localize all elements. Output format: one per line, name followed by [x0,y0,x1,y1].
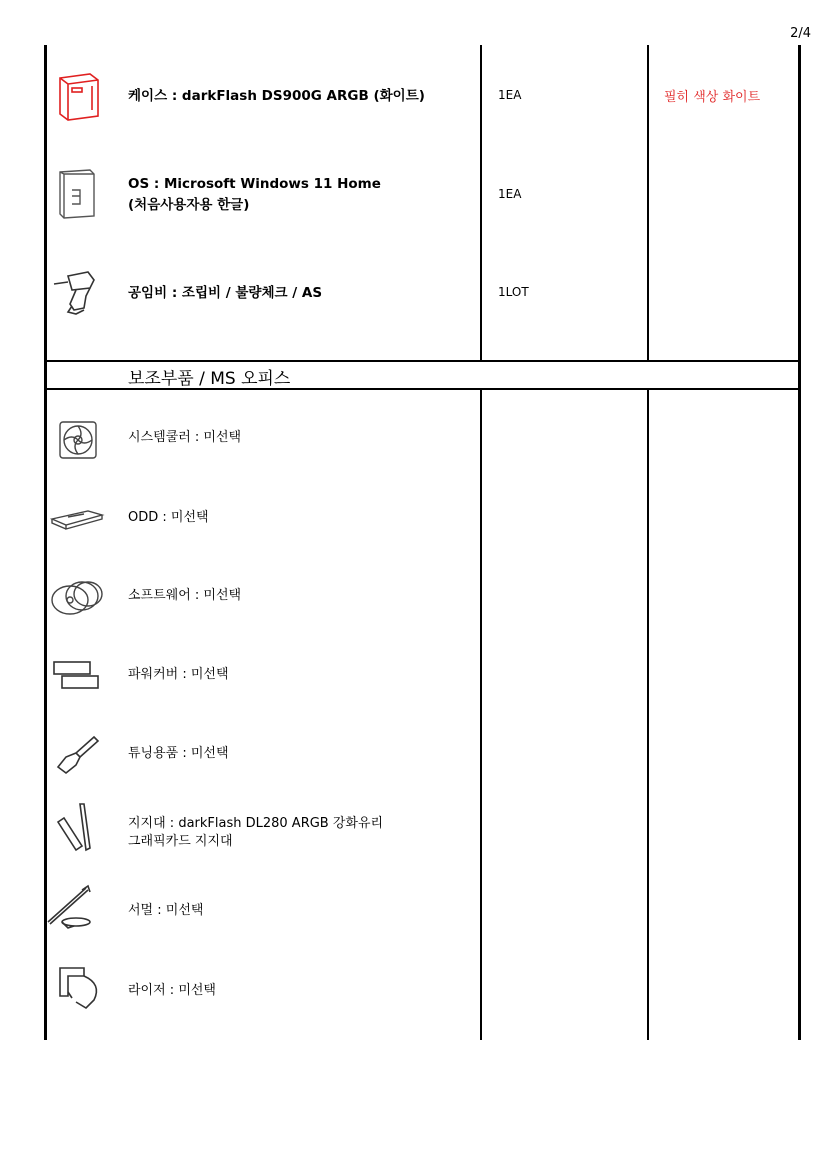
sub-item-thermal: 서멀 : 미선택 [128,903,204,918]
sub-item-software: 소프트웨어 : 미선택 [128,588,242,603]
page-number: 2/4 [790,26,811,41]
sub-item-gpu-support-line1: 지지대 : darkFlash DL280 ARGB 강화유리 [128,816,384,831]
section-top-rule [44,360,801,362]
riser-cable-icon [50,962,106,1018]
sub-item-gpu-support-line2: 그래픽카드 지지대 [128,834,233,849]
sub-item-power-cover: 파워커버 : 미선택 [128,667,229,682]
sub-item-riser: 라이저 : 미선택 [128,983,216,998]
sub-item-odd: ODD : 미선택 [128,510,209,525]
item-note-case: 필히 색상 화이트 [664,90,761,105]
section-title: 보조부품 / MS 오피스 [128,369,291,389]
power-cover-icon [50,648,106,704]
table-col-divider-1-lower [480,389,482,1040]
gpu-support-icon [50,800,106,856]
pc-case-icon [50,68,106,124]
item-name-case: 케이스 : darkFlash DS900G ARGB (화이트) [128,88,425,104]
software-disc-icon [50,570,106,626]
item-name-labor: 공임비 : 조립비 / 불량체크 / AS [128,285,323,301]
table-col-divider-2-lower [647,389,649,1040]
table-col-divider-2 [647,45,649,361]
sub-item-system-fan: 시스템쿨러 : 미선택 [128,430,242,445]
item-qty-os: 1EA [498,187,522,201]
table-right-border [798,45,801,1040]
thermal-paste-icon [46,882,102,938]
item-name-os-line2: (처음사용자용 한글) [128,197,250,213]
table-col-divider-1 [480,45,482,361]
item-qty-labor: 1LOT [498,285,529,299]
os-box-icon [50,166,106,222]
tuning-brush-icon [50,727,106,783]
item-name-os-line1: OS : Microsoft Windows 11 Home [128,176,381,192]
sub-item-tuning: 튜닝용품 : 미선택 [128,746,229,761]
system-fan-icon [50,412,106,468]
drill-icon [50,266,106,322]
item-qty-case: 1EA [498,88,522,102]
odd-drive-icon [50,491,106,547]
